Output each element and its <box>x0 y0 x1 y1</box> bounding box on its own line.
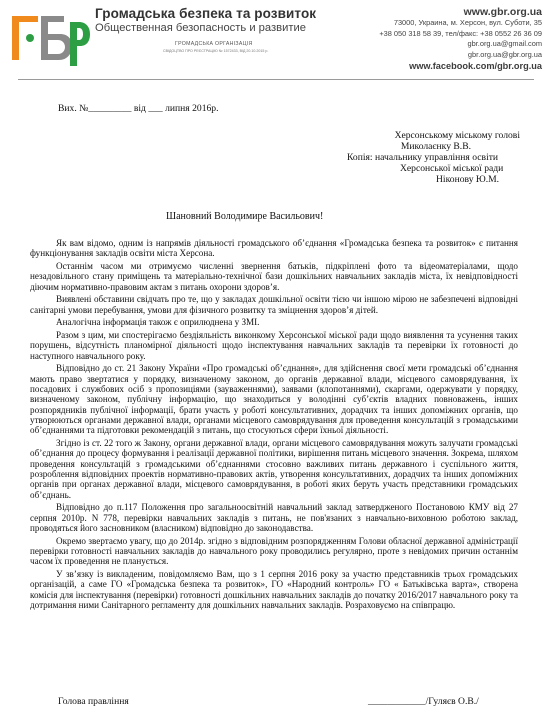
email-primary[interactable]: gbr.org.ua@gmail.com <box>467 39 542 48</box>
body-paragraph: Як вам відомо, одним із напрямів діяльності громадського об’єднання «Громадська безпека та розвиток» є питання функціонування закладів освіти міста Херсона. <box>30 238 518 259</box>
outgoing-number: Вих. №_________ від ___ липня 2016р. <box>58 103 219 114</box>
postal-address: 73000, Украина, м. Херсон, вул. Суботи, 35 <box>393 18 542 27</box>
facebook-link[interactable]: www.facebook.com/gbr.org.ua <box>409 61 542 71</box>
body-paragraph: Відповідно до п.117 Положення про загальноосвітній навчальний заклад затвердженого Постановою КМУ від 27 серпня 2010р. N 778, перевірки навчальних закладів з питань, не пов'язаних з навчально-виховною роботою заклад, проводяться його засновником (власником) відповідно до законодавства. <box>30 502 518 534</box>
addressee-line-1: Херсонському міському голові <box>394 130 520 141</box>
organization-subtitle: Общественная безопасность и развитие <box>95 22 306 34</box>
organization-title: Громадська безпека та розвиток <box>95 6 317 21</box>
signature-line: ____________/Гуляєв О.В./ <box>368 696 479 707</box>
organization-registration: СВІДОЦТВО ПРО РЕЄСТРАЦІЮ № 1572433, ВІД 20.10.2015 р. <box>163 49 269 53</box>
contact-block <box>342 6 542 71</box>
body-paragraph: Відповідно до ст. 21 Закону України «Про громадські об’єднання», для здійснення своєї мети громадські об’єднання мають право звертатися у порядку, визначеному законом, до органів державної влади, місцевого самоврядування, їх посадових і службових осіб з пропозиціями (зауваженнями), заявами (клопотаннями), скаргами, одержувати у порядку, визначеному законом, публічну інформацію, що знаходиться у володінні суб’єктів владних повноважень, інших розпорядників публічної інформації, брати участь у роботі консультативних, дорадчих та інших допоміжних органів, що утворюються органами державної влади, органами місцевого самоврядування для проведення консультацій з громадськими об’єднаннями та підготовки рекомендацій з питань, що стосуються сфери їхньої діяльності. <box>30 363 518 436</box>
letterhead-divider <box>18 79 534 80</box>
website-link[interactable]: www.gbr.org.ua <box>463 6 542 18</box>
organization-names <box>95 6 350 53</box>
body-paragraph: Аналогічна інформація також є оприлюднена у ЗМІ. <box>56 317 260 328</box>
letterhead <box>0 0 548 80</box>
body-paragraph: Разом з цим, ми спостерігаємо бездіяльність виконкому Херсонської міської ради щодо виявлення та усунення таких порушень, відсутність планомірної діяльності щодо інспектування навчальних закладів та перевірки їх готовності до наступного навчального року. <box>30 329 518 361</box>
letter-body <box>30 238 518 613</box>
body-paragraph: Останнім часом ми отримуємо численні звернення батьків, підкріплені фото та відеоматеріалами, щодо незадовільного стану приміщень та матеріально-технічної бази дошкільних навчальних закладів міста, їх невідповідності діючим нормативно-правовим актам з питань охорони здоров’я. <box>30 260 518 292</box>
organization-logo-icon <box>8 8 90 72</box>
body-paragraph: Виявлені обставини свідчать про те, що у закладах дошкільної освіти тією чи іншою мірою не забезпечені відповідні санітарні умови перебування, умови для фізичного розвитку та зміцнення здоров’я дітей. <box>30 294 518 315</box>
addressee-line-4: Херсонської міської ради <box>400 163 504 174</box>
addressee-line-2: Миколаєнку В.В. <box>400 141 471 152</box>
body-paragraph: Окремо звертаємо увагу, що до 2014р. згідно з відповідним розпорядженням Голови обласної державної адміністрації перевірки готовності навчальних закладів до навчального року проводились регулярно, проте з невідомих причин останнім часом їх проведення не планується. <box>30 535 518 567</box>
email-secondary[interactable]: gbr.org.ua@gbr.org.ua <box>467 49 542 59</box>
phone-numbers: +38 050 318 58 39, тел/факс: +38 0552 26 36 09 <box>379 28 542 38</box>
organization-kind: ГРОМАДСЬКА ОРГАНІЗАЦІЯ <box>175 41 253 47</box>
addressee-line-3: Копія: начальнику управління освіти <box>347 152 499 163</box>
body-paragraph: Згідно із ст. 22 того ж Закону, органи державної влади, органи місцевого самоврядування можуть залучати громадські об’єднання до процесу формування і реалізації державної політики, вирішення питань місцевого значення. Зокрема, шляхом проведення консультацій з громадськими об’єднаннями стосовно важливих питань державного і суспільного життя, розроблення відповідних проектів нормативно-правових актів, утворення консультативних, дорадчих та інших допоміжних органів при органах державної влади, місцевого самоврядування, в роботі яких беруть участь представники громадських об’єднань. <box>30 437 518 500</box>
signature-title: Голова правління <box>58 696 129 707</box>
addressee-line-5: Ніконову Ю.М. <box>436 174 500 185</box>
salutation: Шановний Володимире Васильович! <box>166 211 324 222</box>
body-paragraph: У зв’язку із викладеним, повідомляємо Вам, що з 1 серпня 2016 року за участю представників трьох громадських організацій, а саме ГО «Громадська безпека та розвиток», ГО «Народний контроль» ГО « Батьківська варта», створена комісія для інспектування (перевірки) готовності дошкільних навчальних закладів до початку 2016/2017 навчального року та дотримання ними Санітарного регламенту для дошкільних навчальних закладів. Розраховуємо на співпрацю. <box>30 568 518 611</box>
